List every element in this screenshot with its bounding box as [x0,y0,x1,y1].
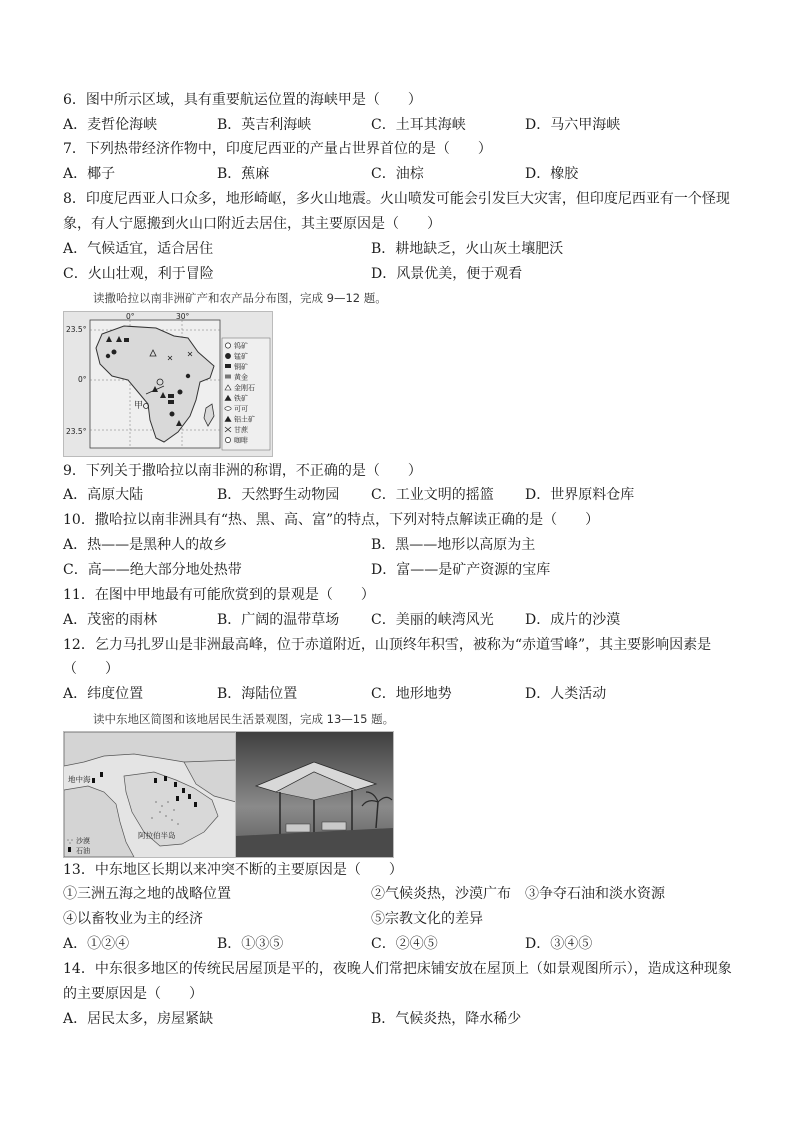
africa-legend-symbol [225,353,230,358]
africa-legend-label: 铝土矿 [234,415,255,424]
africa-map-figure [63,311,273,457]
africa-legend-symbol [225,375,231,379]
q13-item-2: ②气候炎热，沙漠广布 [371,886,511,902]
q6-option-c[interactable]: C．土耳其海峡 [371,117,466,133]
q8-option-a[interactable]: A．气候适宜，适合居住 [63,241,214,257]
q6-option-b[interactable]: B．英吉利海峡 [217,117,312,133]
africa-legend-label: 咖啡 [234,436,248,445]
q7-option-d[interactable]: D．橡胶 [525,166,579,182]
landscape-photo-svg [236,732,393,857]
africa-legend-label: 黄金 [234,373,248,382]
q11-option-d[interactable]: D．成片的沙漠 [525,612,621,628]
q7-stem: 7．下列热带经济作物中，印度尼西亚的产量占世界首位的是（ ） [63,141,492,157]
q14-option-b[interactable]: B．气候炎热，降水稀少 [371,1011,522,1027]
q12-option-c[interactable]: C．地形地势 [371,686,452,702]
q7-option-b[interactable]: B．蕉麻 [217,166,270,182]
africa-legend-label: 锰矿 [234,352,248,361]
q14-stem-line1: 14．中东很多地区的传统民居屋顶是平的，夜晚人们常把床铺安放在屋顶上（如景观图所示），造成这种现象 [63,961,732,977]
q13-option-d[interactable]: D．③④⑤ [525,936,593,952]
africa-lon-right: 30° [176,312,190,321]
q7-option-a[interactable]: A．椰子 [63,166,116,182]
mideast-legend-desert: 沙漠 [76,837,90,845]
q10-stem: 10．撒哈拉以南非洲具有“热、黑、高、富”的特点，下列对特点解读正确的是（ ） [63,512,600,528]
q9-stem: 9．下列关于撒哈拉以南非洲的称谓，不正确的是（ ） [63,463,422,479]
mideast-map-figure [63,731,237,858]
q6-stem: 6．图中所示区域，具有重要航运位置的海峡甲是（ ） [63,92,422,108]
africa-legend-symbol [225,407,231,411]
q12-option-d[interactable]: D．人类活动 [525,686,607,702]
q10-option-b[interactable]: B．黑——地形以高原为主 [371,537,536,553]
q8-option-b[interactable]: B．耕地缺乏，火山灰土壤肥沃 [371,241,564,257]
intro-9-12: 读撒哈拉以南非洲矿产和农产品分布图，完成 9—12 题。 [93,291,387,305]
q8-option-d[interactable]: D．风景优美，便于观看 [371,266,523,282]
q8-stem-line2: 象，有人宁愿搬到火山口附近去居住，其主要原因是（ ） [63,216,441,232]
q10-option-c[interactable]: C．高——绝大部分地处热带 [63,562,242,578]
q13-option-b[interactable]: B．①③⑤ [217,936,284,952]
q14-stem-line2: 的主要原因是（ ） [63,986,203,1002]
q12-stem-line2: （ ） [63,661,119,677]
q13-option-a[interactable]: A．①②④ [63,936,130,952]
q10-option-a[interactable]: A．热——是黑种人的故乡 [63,537,228,553]
q9-option-d[interactable]: D．世界原料仓库 [525,487,635,503]
africa-legend-symbol [225,364,231,368]
q11-option-a[interactable]: A．茂密的雨林 [63,612,158,628]
q12-option-a[interactable]: A．纬度位置 [63,686,144,702]
africa-map-svg [64,312,272,456]
africa-lon-left: 0° [126,312,135,321]
africa-legend-label: 钨矿 [234,342,248,350]
q11-option-c[interactable]: C．美丽的峡湾风光 [371,612,494,628]
africa-legend-label: 可可 [234,405,248,413]
q6-option-a[interactable]: A．麦哲伦海峡 [63,117,158,133]
q9-option-a[interactable]: A．高原大陆 [63,487,144,503]
q12-stem-line1: 12．乞力马扎罗山是非洲最高峰，位于赤道附近，山顶终年积雪，被称为“赤道雪峰”，其主要影响因素是 [63,637,712,653]
africa-legend-label: 铜矿 [234,363,248,371]
q13-item-3: ③争夺石油和淡水资源 [525,886,665,902]
q11-option-b[interactable]: B．广阔的温带草场 [217,612,340,628]
africa-point-jia: 甲 [134,401,144,411]
africa-lat-bottom: 23.5° [66,427,87,436]
q8-option-c[interactable]: C．火山壮观，利于冒险 [63,266,214,282]
q13-item-4: ④以畜牧业为主的经济 [63,911,203,927]
q9-option-b[interactable]: B．天然野生动物园 [217,487,340,503]
mideast-map-svg [64,732,236,857]
q10-option-d[interactable]: D．富——是矿产资源的宝库 [371,562,551,578]
africa-legend-symbol [225,437,230,442]
africa-lat-mid: 0° [78,375,87,384]
q13-item-1: ①三洲五海之地的战略位置 [63,886,231,902]
africa-legend-label: 铁矿 [234,394,248,403]
q6-option-d[interactable]: D．马六甲海峡 [525,117,621,133]
africa-legend-symbol [225,343,230,348]
q9-option-c[interactable]: C．工业文明的摇篮 [371,487,494,503]
q8-stem-line1: 8．印度尼西亚人口众多，地形崎岖，多火山地震。火山喷发可能会引发巨大灾害，但印度尼西亚有一个怪现 [63,191,730,207]
mideast-legend-oil: 石油 [76,847,90,855]
q13-option-c[interactable]: C．②④⑤ [371,936,438,952]
q13-stem: 13．中东地区长期以来冲突不断的主要原因是（ ） [63,862,403,878]
q14-option-a[interactable]: A．居民太多，房屋紧缺 [63,1011,214,1027]
mideast-label-peninsula: 阿拉伯半岛 [138,831,176,840]
mideast-label-sea: 地中海 [68,775,91,784]
q13-item-5: ⑤宗教文化的差异 [371,911,483,927]
q7-option-c[interactable]: C．油棕 [371,166,424,182]
landscape-photo [235,731,394,858]
q11-stem: 11．在图中甲地最有可能欣赏到的景观是（ ） [63,587,375,603]
intro-13-15: 读中东地区简图和该地居民生活景观图，完成 13—15 题。 [93,712,395,726]
africa-legend-label: 甘蔗 [234,426,248,434]
q12-option-b[interactable]: B．海陆位置 [217,686,298,702]
africa-lat-top: 23.5° [66,325,87,334]
africa-legend-label: 金刚石 [234,384,255,392]
